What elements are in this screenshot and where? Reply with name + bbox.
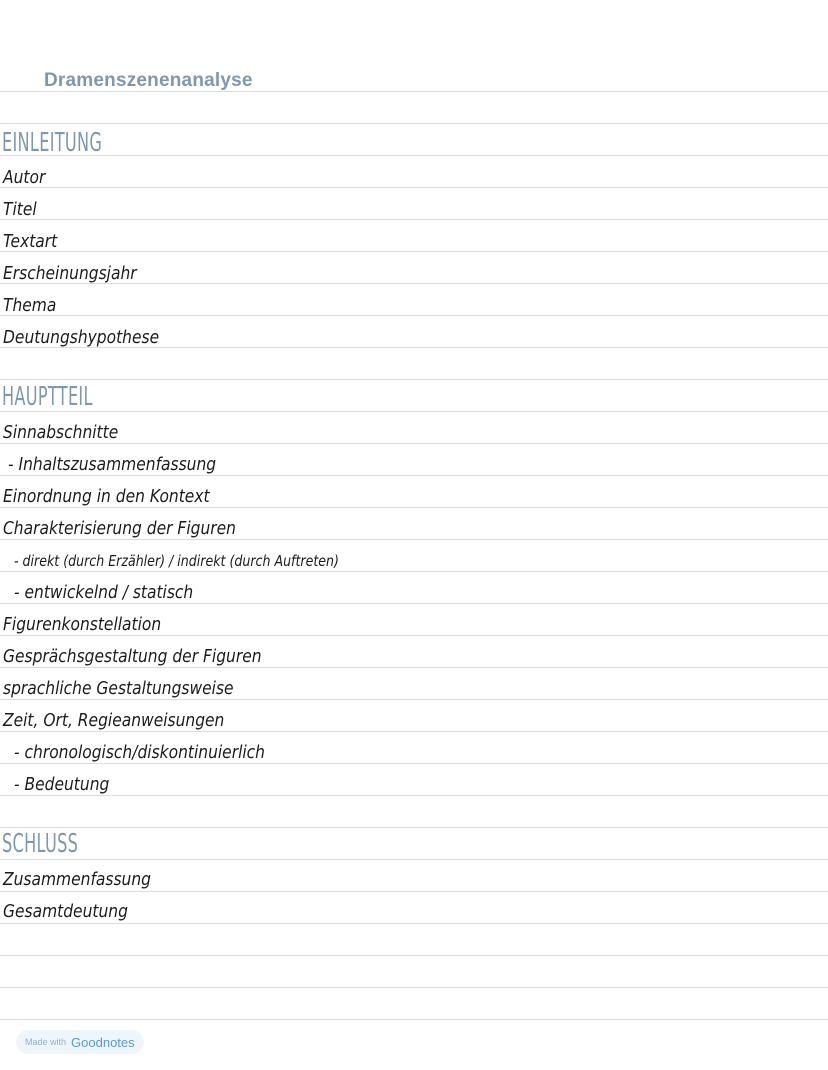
list-item: Erscheinungsjahr	[3, 263, 137, 284]
ruled-line	[0, 1019, 828, 1020]
list-item: Autor	[3, 167, 46, 188]
ruled-line	[0, 923, 828, 924]
ruled-line	[0, 571, 828, 572]
ruled-line	[0, 411, 828, 412]
ruled-line	[0, 795, 828, 796]
list-item: Sinnabschnitte	[3, 422, 119, 443]
ruled-line	[0, 155, 828, 156]
ruled-line	[0, 731, 828, 732]
ruled-line	[0, 443, 828, 444]
section-heading-einleitung: EINLEITUNG	[2, 128, 103, 158]
list-item: - entwickelnd / statisch	[14, 582, 194, 603]
ruled-line	[0, 507, 828, 508]
ruled-line	[0, 603, 828, 604]
list-item: Zeit, Ort, Regieanweisungen	[3, 710, 225, 731]
list-item: - Bedeutung	[14, 774, 110, 795]
ruled-line	[0, 667, 828, 668]
list-item: Gesprächsgestaltung der Figuren	[3, 646, 262, 667]
ruled-line	[0, 251, 828, 252]
list-item: Thema	[3, 295, 57, 316]
list-item: Textart	[3, 231, 58, 252]
ruled-line	[0, 763, 828, 764]
ruled-line	[0, 379, 828, 380]
list-item: Figurenkonstellation	[3, 614, 162, 635]
ruled-line	[0, 699, 828, 700]
ruled-line	[0, 315, 828, 316]
brand-label: Goodnotes	[71, 1034, 135, 1050]
list-item: Titel	[3, 199, 37, 220]
ruled-line	[0, 987, 828, 988]
ruled-line	[0, 955, 828, 956]
ruled-line	[0, 635, 828, 636]
made-with-goodnotes-badge[interactable]	[16, 1030, 144, 1054]
list-item: - chronologisch/diskontinuierlich	[14, 742, 265, 763]
ruled-line	[0, 123, 828, 124]
page-title: Dramenszenenanalyse	[44, 70, 253, 91]
list-item: Gesamtdeutung	[3, 901, 128, 922]
list-item: - Inhaltszusammenfassung	[8, 454, 217, 475]
list-item: Zusammenfassung	[3, 869, 151, 890]
ruled-line	[0, 475, 828, 476]
section-heading-schluss: SCHLUSS	[2, 829, 79, 859]
list-item: Einordnung in den Kontext	[3, 486, 210, 507]
ruled-line	[0, 539, 828, 540]
list-item: sprachliche Gestaltungsweise	[3, 678, 234, 699]
ruled-line	[0, 219, 828, 220]
list-item: - direkt (durch Erzähler) / indirekt (durch Auftreten)	[14, 552, 339, 570]
ruled-line	[0, 187, 828, 188]
ruled-line	[0, 827, 828, 828]
list-item: Deutungshypothese	[3, 327, 160, 348]
section-heading-hauptteil: HAUPTTEIL	[2, 382, 93, 412]
ruled-line	[0, 891, 828, 892]
made-with-label: Made with	[25, 1037, 67, 1047]
list-item: Charakterisierung der Figuren	[3, 518, 236, 539]
ruled-line	[0, 859, 828, 860]
